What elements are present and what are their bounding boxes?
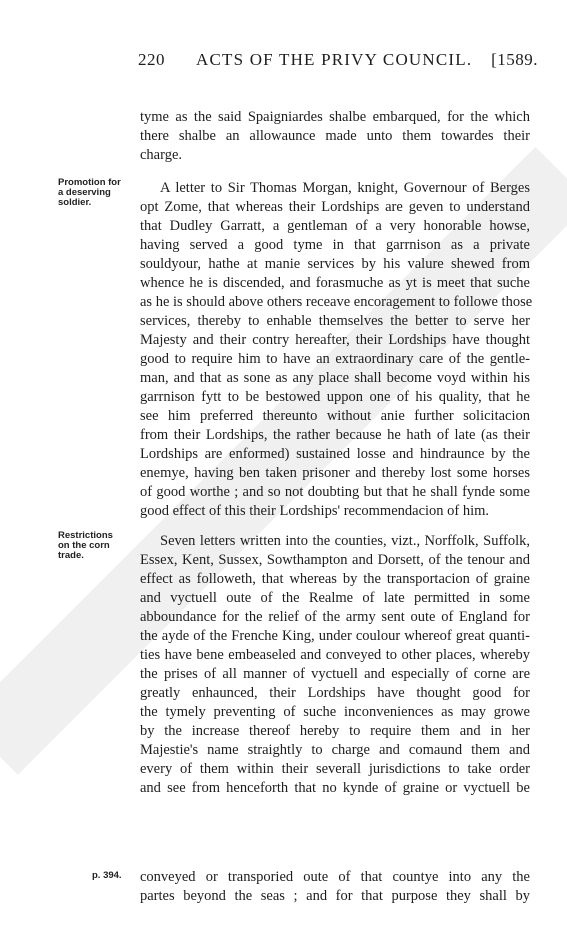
text-line: good effect of this their Lordships' recommendacion of him. <box>140 503 490 519</box>
text-line: and vyctuell oute of the Realme of late permitted in some <box>140 590 530 606</box>
text-line: conveyed or transporied oute of that countye into any the <box>140 869 530 885</box>
text-line: Majesty and their contry hereafter, their Lordships have thought <box>140 332 530 348</box>
text-line: that Dudley Garratt, a gentleman of a very honorable howse, <box>140 218 530 234</box>
margin-note-restrictions: Restrictions on the corn trade. <box>58 530 113 561</box>
text-line: every of them within their severall jurisdictions to take order <box>140 761 530 777</box>
text-line: Essex, Kent, Sussex, Sowthampton and Dorsett, of the tenour and <box>140 552 530 568</box>
page-reference: p. 394. <box>92 870 122 881</box>
text-line: whence he is discended, and forasmuche as yt is meet that suche <box>140 275 530 291</box>
text-line: partes beyond the seas ; and for that purpose they shall by <box>140 888 530 904</box>
text-line: the ayde of the Frenche King, under coulour whereof great quanti- <box>140 628 530 644</box>
margin-note-promotion: Promotion for a deserving soldier. <box>58 177 121 208</box>
text-line: having served a good tyme in that garrnison as a private <box>140 237 530 253</box>
text-line: A letter to Sir Thomas Morgan, knight, Governour of Berges <box>160 180 530 196</box>
text-line: garrnison fytt to be bestowed uppon one of his quality, that he <box>140 389 530 405</box>
text-line: as he is should above others receave encoragement to followe those <box>140 294 533 310</box>
text-line: charge. <box>140 147 182 163</box>
running-title: ACTS OF THE PRIVY COUNCIL. <box>196 50 473 69</box>
page-header <box>138 50 538 74</box>
text-line: by the increase thereof hereby to require them and in her <box>140 723 530 739</box>
text-line: the prises of all manner of vyctuell and especially of corne are <box>140 666 530 682</box>
text-line: Lordships are enformed) sustained losse and hindraunce by the <box>140 446 530 462</box>
text-line: man, and that as sone as any place shall become voyd within his <box>140 370 530 386</box>
text-line: good to require him to have an extraordinary care of the gentle- <box>140 351 530 367</box>
year-marker: [1589. <box>491 50 538 69</box>
text-line: the tymely preventing of suche inconveniences as may growe <box>140 704 530 720</box>
text-line: and see from henceforth that no kynde of graine or vyctuell be <box>140 780 530 796</box>
text-line: Seven letters written into the counties, vizt., Norffolk, Suffolk, <box>160 533 530 549</box>
text-line: of good worthe ; and so not doubting but that he shall fynde some <box>140 484 530 500</box>
text-line: tyme as the said Spaigniardes shalbe embarqued, for the which <box>140 109 530 125</box>
text-line: ties have bene embeaseled and conveyed to other places, whereby <box>140 647 530 663</box>
page-number: 220 <box>138 50 165 69</box>
text-line: opt Zome, that whereas their Lordships are geven to understand <box>140 199 530 215</box>
text-line: effect as followeth, that whereas by the transportacion of graine <box>140 571 530 587</box>
text-line: Majestie's name straightly to charge and comaund them and <box>140 742 530 758</box>
text-line: from their Lordships, the rather because he hath of late (as their <box>140 427 530 443</box>
text-line: see him preferred thereunto without anie further solicitacion <box>140 408 530 424</box>
text-line: greatly enhaunced, their Lordships have thought good for <box>140 685 530 701</box>
text-line: abboundance for the relief of the army sent oute of England for <box>140 609 530 625</box>
text-line: services, thereby to enhable themselves the better to serve her <box>140 313 530 329</box>
text-line: there shalbe an allowaunce made unto them towardes their <box>140 128 530 144</box>
text-line: enemye, having ben taken prisoner and thereby lost some horses <box>140 465 530 481</box>
text-line: souldyour, hathe at manie services by his valure shewed from <box>140 256 530 272</box>
